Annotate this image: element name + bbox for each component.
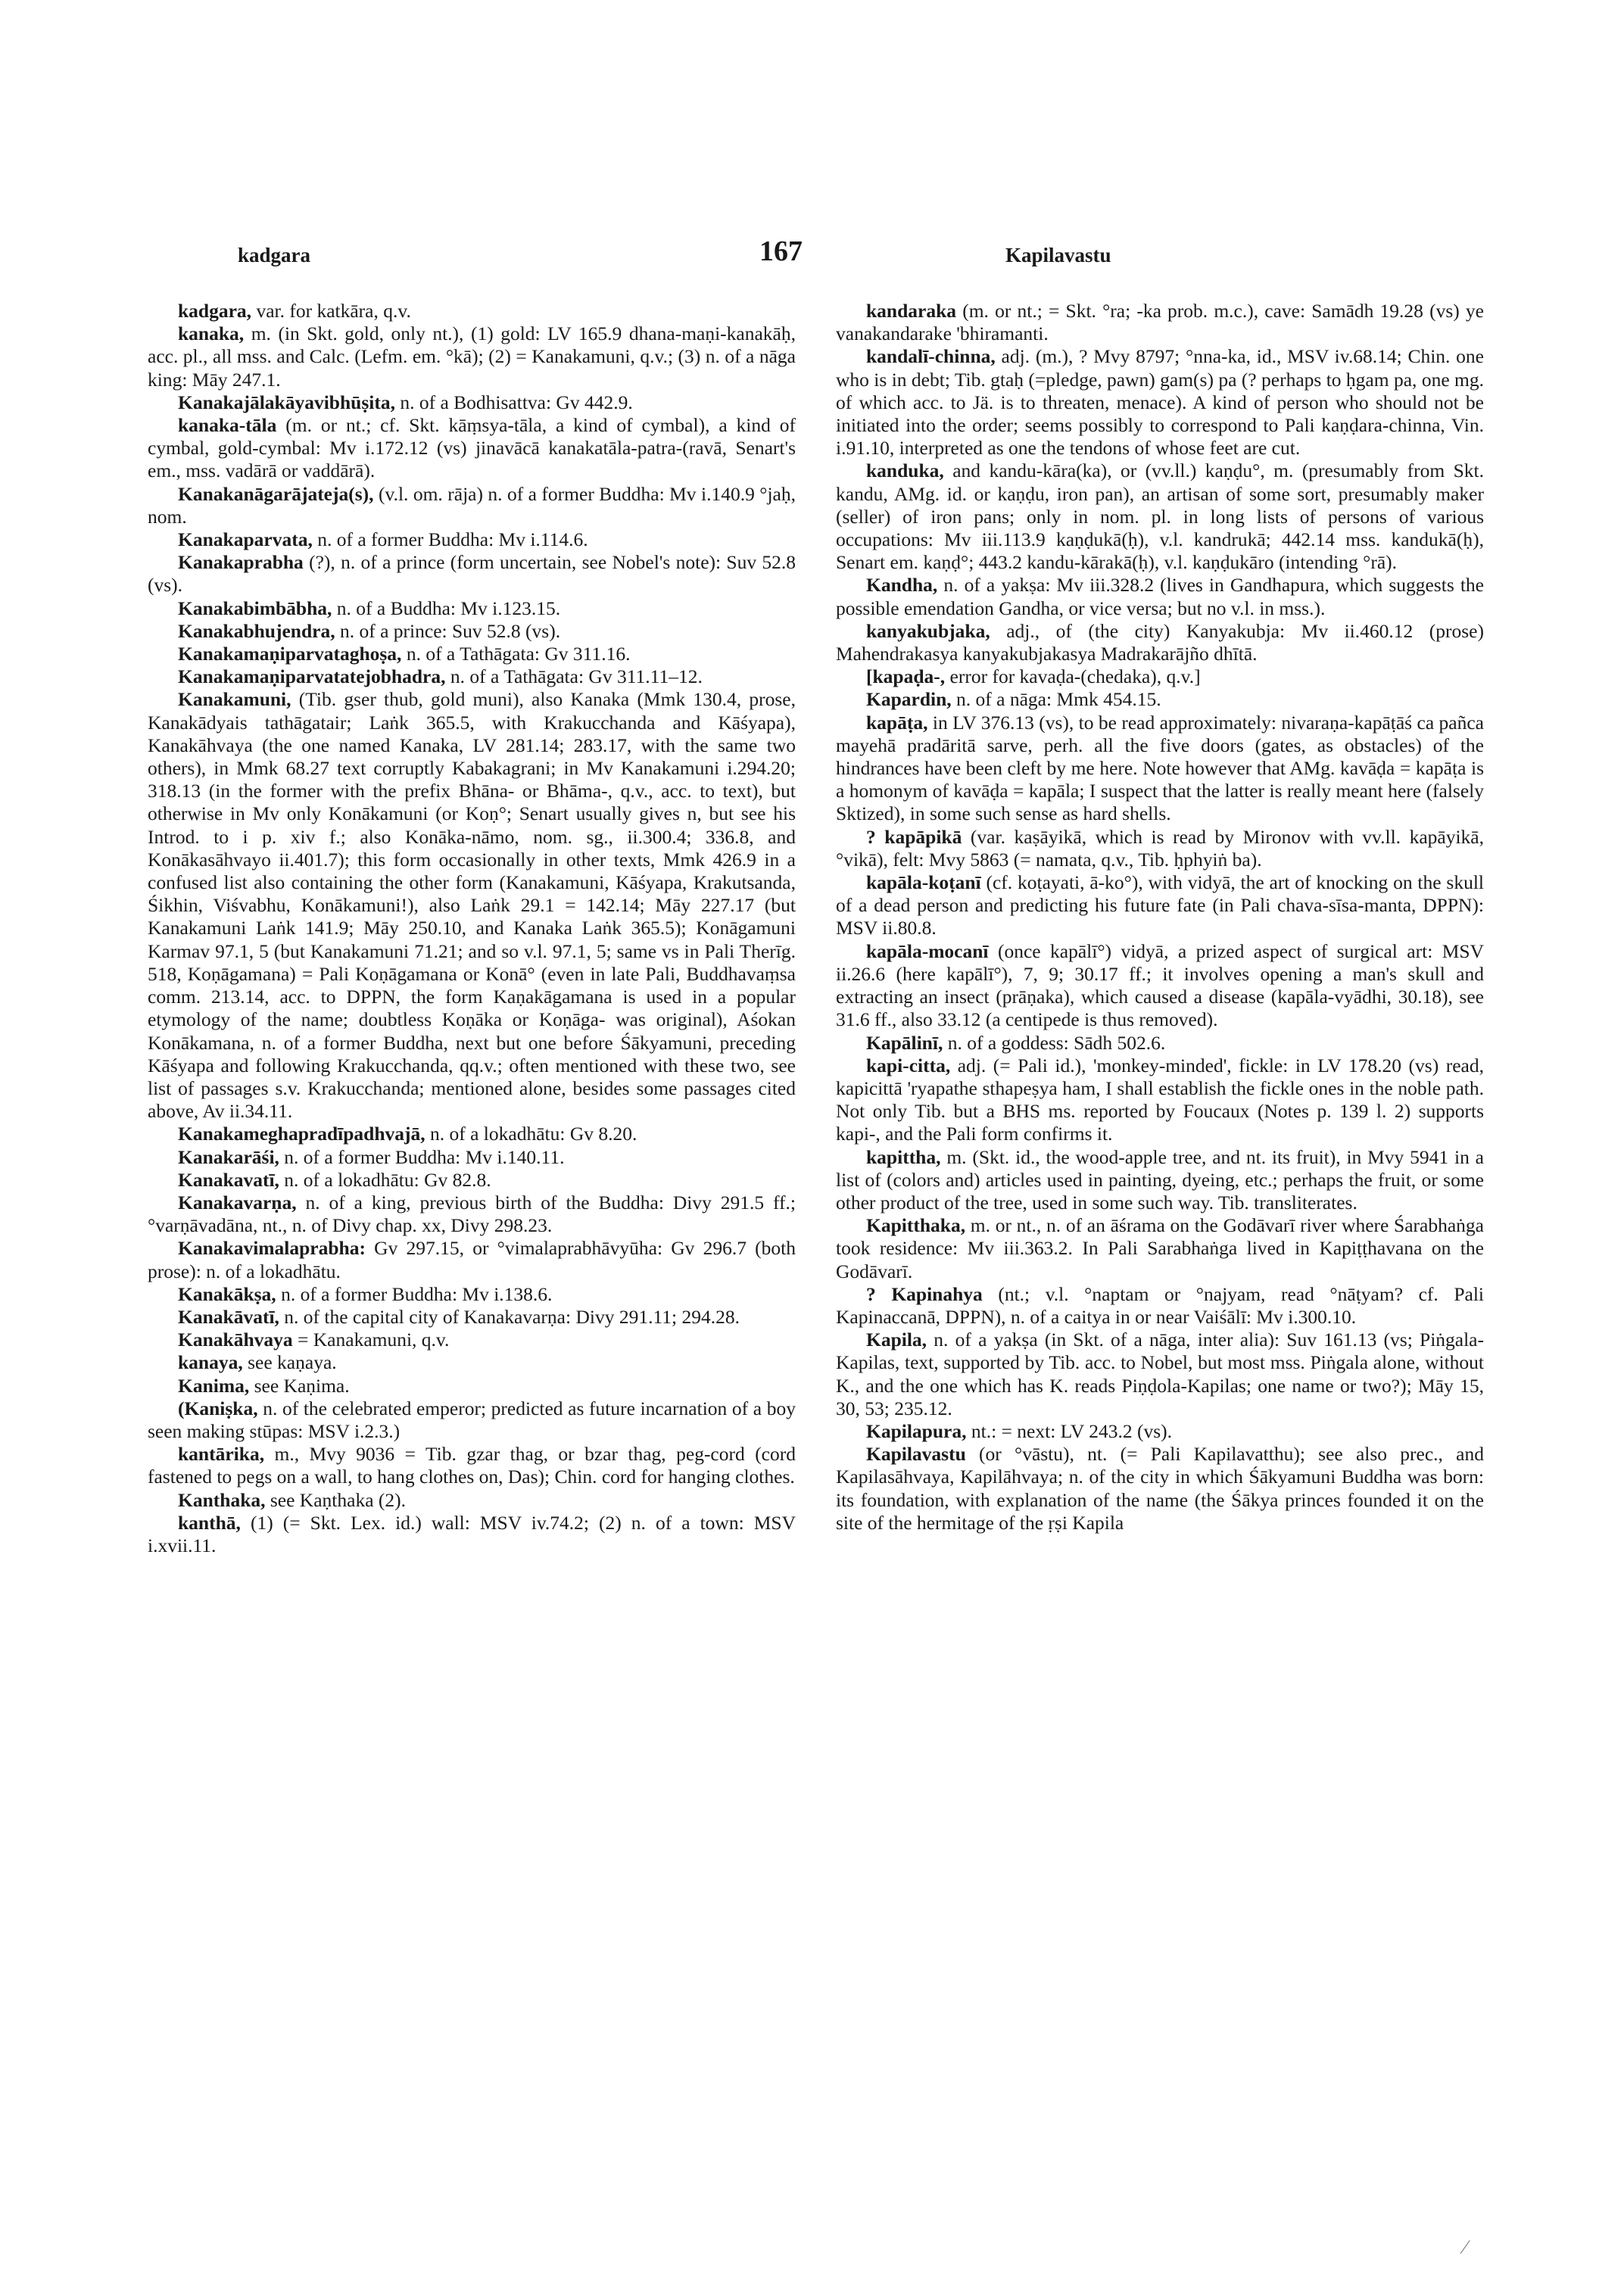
entry-headword: Kanakaprabha: [178, 551, 304, 574]
right-column-entry: [836, 345, 1484, 460]
entry-headword: kanaka,: [178, 322, 245, 345]
left-column-entry: [148, 551, 796, 597]
entry-definition: n. of a lokadhātu: Gv 8.20.: [425, 1123, 637, 1145]
entry-headword: Kanakavarṇa,: [178, 1191, 297, 1213]
entry-definition: adj., of (the city) Kanyakubja: Mv ii.460.12 (prose) Mahendrakasya kanyakubjakasya Madrakarājño dhītā.: [836, 619, 1484, 665]
entry-headword: Kanakākṣa,: [178, 1282, 276, 1305]
left-column-entry: [148, 391, 796, 414]
entry-definition: n. of a goddess: Sādh 502.6.: [943, 1031, 1166, 1054]
entry-definition: (var. kaṣāyikā, which is read by Mironov with vv.ll. kapāyikā, °vikā), felt: Mvy 5863 (= namata, q.v., Tib. ḥphyiṅ ba).: [836, 825, 1485, 871]
entry-headword: Kapila,: [866, 1329, 927, 1351]
right-column-entry: [836, 826, 1484, 871]
entry-definition: (cf. koṭayati, ā-ko°), with vidyā, the art of knocking on the skull of a dead person and predicting his future fate (in Pali chava-sīsa-manta, DPPN): MSV ii.80.8.: [836, 871, 1484, 939]
entry-headword: kanaka-tāla: [178, 414, 277, 437]
entry-headword: Kanakarāśi,: [178, 1145, 279, 1168]
right-column-entry: [836, 665, 1484, 688]
corner-pencil-mark: ⁄: [1463, 2236, 1467, 2258]
left-column-entry: [148, 483, 796, 528]
entry-definition: = Kanakamuni, q.v.: [292, 1329, 450, 1351]
right-column-entry: [836, 1443, 1484, 1534]
entry-headword: kanduka,: [866, 460, 944, 482]
left-column-entry: [148, 1375, 796, 1397]
entry-definition: adj. (m.), ? Mvy 8797; °nna-ka, id., MSV iv.68.14; Chin. one who is in debt; Tib. gtaḥ (=pledge, pawn) gam(s) pa (? perhaps to ḥgam pa, one mg. of which acc. to Jä. is to threaten, menace). A kind of person who should not be initiated into the order; seems possibly to correspond to Pali kaṇḍara-chinna, Vin. i.91.10, interpreted as one the tendons of whose feet are cut.: [836, 345, 1484, 460]
right-column-entry: [836, 1329, 1484, 1420]
entry-definition: n. of a prince: Suv 52.8 (vs).: [335, 619, 561, 642]
entry-definition: see Kaṇthaka (2).: [265, 1488, 406, 1511]
entry-definition: nt.: = next: LV 243.2 (vs).: [966, 1419, 1173, 1442]
left-column-entry: [148, 1192, 796, 1237]
right-column-entry: [836, 1420, 1484, 1443]
entry-headword: Kanakavimalaprabha:: [178, 1237, 366, 1260]
entry-headword: Kanakaparvata,: [178, 528, 313, 551]
entry-headword: Kanakāvatī,: [178, 1305, 279, 1328]
entry-definition: n. of a former Buddha: Mv i.138.6.: [276, 1282, 553, 1305]
right-column-entry: [836, 300, 1484, 345]
right-column-entry: [836, 1283, 1484, 1329]
left-column-entry: [148, 414, 796, 483]
entry-headword: (Kaniṣka,: [178, 1397, 258, 1419]
entry-definition: (Tib. gser thub, gold muni), also Kanaka (Mmk 130.4, prose, Kanakādyais tathāgatair; Laṅk 365.5, with Krakucchanda and Kāśyapa), Kanakāhvaya (the one named Kanaka, LV 281.14; 283.17, with the same two others), in Mmk 68.27 text corruptly Kabakagrani; in Mv Kanakamuni i.294.20; 318.13 (in the former with the prefix Bhāna- or Bhāma-, q.v., acc. to text), but otherwise in Mv only Konākamuni (or Koṇ°; Senart usually gives n, but see his Introd. to i p. xiv f.; also Konāka-nāmo, nom. sg., ii.300.4; 336.8, and Konākasāhvayo ii.401.7); this form occasionally in other texts, Mmk 426.9 in a confused list also containing the other form (Kanakamuni, Kāśyapa, Krakutsanda, Śikhin, Viśvabhu, Konākamuni!), also Laṅk 29.1 = 142.14; Māy 227.17 (but Kanakamuni Laṅk 141.9; Māy 250.10, and Kanaka Laṅk 365.5); Konāgamuni Karmav 97.1, 5 (but Kanakamuni 71.21; and so v.l. 97.1, 5; same vs in Pali Therīg. 518, Koṇāgamana) = Pali Koṇāgamana or Konā° (even in late Pali, Buddhavaṃsa comm. 213.14, acc. to DPPN, the form Kaṇakāgamana is used in a popular etymology of the name; doubtless Koṇāka or Koṇāga- was original), Aśokan Konākamana, n. of a former Buddha, next but one before Śākyamuni, preceding Kāśyapa and following Krakucchanda, qq.v.; often mentioned with these two, see list of passages s.v. Krakucchanda; mentioned alone, besides some passages cited above, Av ii.34.11.: [148, 688, 796, 1123]
left-column-entry: [148, 1512, 796, 1557]
entry-headword: ? Kapinahya: [866, 1282, 983, 1305]
entry-definition: m. or nt., n. of an āśrama on the Godāvarī river where Śarabhaṅga took residence: Mv iii.363.2. In Pali Sarabhaṅga lived in Kapiṭṭhavana on the Godāvarī.: [836, 1214, 1484, 1282]
right-column: [836, 300, 1484, 1534]
right-column-entry: [836, 1055, 1484, 1146]
entry-headword: Kanakavatī,: [178, 1168, 279, 1191]
entry-headword: kandalī-chinna,: [866, 345, 996, 368]
entry-headword: kapi-citta,: [866, 1054, 951, 1076]
left-column-entry: [148, 1397, 796, 1443]
entry-definition: m. (Skt. id., the wood-apple tree, and nt. its fruit), in Mvy 5941 in a list of (colors and) articles used in painting, dyeing, etc.; perhaps the fruit, or some other product of the tree, used in some such way. Tib. transliterates.: [836, 1145, 1484, 1213]
left-column-entry: [148, 1443, 796, 1488]
left-column-entry: [148, 620, 796, 643]
entry-headword: Kanakanāgarājateja(s),: [178, 482, 374, 505]
entry-definition: n. of the celebrated emperor; predicted as future incarnation of a boy seen making stūpas: MSV i.2.3.): [148, 1397, 796, 1442]
left-column-entry: [148, 300, 796, 322]
entry-headword: Kanakameghapradīpadhvajā,: [178, 1123, 425, 1145]
entry-definition: (m. or nt.; cf. Skt. kāṃsya-tāla, a kind of cymbal), a kind of cymbal, gold-cymbal: Mv i.172.12 (vs) jinavācā kanakatāla-patra-(ravā, Senart's em., mss. vadārā or vaddārā).: [148, 414, 796, 482]
right-column-entry: [836, 1032, 1484, 1055]
entry-headword: kanaya,: [178, 1351, 243, 1374]
left-column-entry: [148, 1283, 796, 1306]
right-column-entry: [836, 620, 1484, 665]
left-column-entry: [148, 1169, 796, 1192]
entry-definition: (v.l. om. rāja) n. of a former Buddha: Mv i.140.9 °jaḥ, nom.: [148, 482, 796, 528]
right-column-entry: [836, 688, 1484, 711]
entry-headword: kapāla-koṭanī: [866, 871, 981, 894]
left-column-entry: [148, 1351, 796, 1374]
entry-definition: n. of a nāga: Mmk 454.15.: [951, 688, 1161, 711]
left-column-entry: [148, 665, 796, 688]
entry-definition: n. of a Tathāgata: Gv 311.11–12.: [445, 665, 703, 688]
entry-headword: kapittha,: [866, 1145, 941, 1168]
entry-definition: n. of a yakṣa (in Skt. of a nāga, inter alia): Suv 161.13 (vs; Piṅgala-Kapilas, text, supported by Tib. acc. to Nobel, but most mss. Piṅgala alone, without K., and the one which has K. reads Piṇḍola-Kapilas; one name or two?); Māy 15, 30, 53; 235.12.: [836, 1329, 1484, 1419]
left-column-entry: [148, 643, 796, 665]
entry-definition: (m. or nt.; = Skt. °ra; -ka prob. m.c.), cave: Samādh 19.28 (vs) ye vanakandarake 'bhiramanti.: [836, 300, 1484, 345]
page-number: 167: [759, 235, 803, 267]
entry-headword: Kanakabimbābha,: [178, 597, 332, 619]
running-head-left: kadgara: [238, 244, 311, 266]
entry-headword: Kanima,: [178, 1374, 250, 1397]
entry-definition: see kaṇaya.: [242, 1351, 337, 1374]
entry-definition: n. of a former Buddha: Mv i.114.6.: [312, 528, 588, 551]
entry-definition: (1) (= Skt. Lex. id.) wall: MSV iv.74.2; (2) n. of a town: MSV i.xvii.11.: [148, 1511, 796, 1556]
entry-definition: Gv 297.15, or °vimalaprabhāvyūha: Gv 296.7 (both prose): n. of a lokadhātu.: [148, 1237, 796, 1282]
entry-definition: error for kavaḍa-(chedaka), q.v.]: [945, 665, 1201, 688]
entry-headword: kantārika,: [178, 1443, 265, 1466]
left-column-entry: [148, 1489, 796, 1512]
entry-headword: Kapilapura,: [866, 1419, 967, 1442]
entry-headword: Kapitthaka,: [866, 1214, 966, 1237]
entry-headword: kanyakubjaka,: [866, 619, 990, 642]
entry-definition: n. of the capital city of Kanakavarṇa: Divy 291.11; 294.28.: [279, 1305, 740, 1328]
left-column-entry: [148, 1146, 796, 1169]
right-column-entry: [836, 1214, 1484, 1283]
entry-headword: [kapaḍa-,: [866, 665, 946, 688]
entry-definition: (once kapālī°) vidyā, a prized aspect of surgical art: MSV ii.26.6 (here kapālī°), 7, 9; 30.17 ff.; it involves opening a man's skull and extracting an insect (prāṇaka), which caused a disease (kapāla-vyādhi, 30.18), see 31.6 ff., also 33.12 (a centipede is thus removed).: [836, 939, 1484, 1031]
entry-headword: Kanakamuni,: [178, 688, 291, 711]
left-column-entry: [148, 322, 796, 391]
left-column-entry: [148, 597, 796, 620]
entry-definition: in LV 376.13 (vs), to be read approximately: nivaraṇa-kapāṭāś ca pañca mayehā pradāritā sarve, perh. all the five doors (gates, as obstacles) of the hindrances have been cleft by me here. Note however that AMg. kavāḍa = kapāṭa is a homonym of kavāḍa = kapāla; I suspect that the latter is really meant here (falsely Sktized), in some such sense as hard shells.: [836, 711, 1484, 825]
right-column-entry: [836, 712, 1484, 826]
entry-definition: m., Mvy 9036 = Tib. gzar thag, or bzar thag, peg-cord (cord fastened to pegs on a wall, to hang clothes on, Das); Chin. cord for hanging clothes.: [148, 1443, 796, 1488]
entry-definition: n. of a Tathāgata: Gv 311.16.: [401, 643, 631, 665]
entry-headword: Kapilavastu: [866, 1443, 966, 1466]
entry-definition: m. (in Skt. gold, only nt.), (1) gold: LV 165.9 dhana-maṇi-kanakāḥ, acc. pl., all mss. and Calc. (Lefm. em. °kā); (2) = Kanakamuni, q.v.; (3) n. of a nāga king: Māy 247.1.: [148, 322, 796, 391]
entry-definition: n. of a yakṣa: Mv iii.328.2 (lives in Gandhapura, which suggests the possible emendation Gandha, or vice versa; but no v.l. in mss.).: [836, 574, 1484, 619]
entry-headword: Kanakamaṇiparvatatejobhadra,: [178, 665, 446, 688]
entry-headword: Kanakajālakāyavibhūṣita,: [178, 391, 395, 413]
left-column-entry: [148, 1329, 796, 1351]
entry-definition: var. for katkāra, q.v.: [251, 300, 411, 322]
right-column-entry: [836, 574, 1484, 619]
right-column-entry: [836, 871, 1484, 940]
entry-definition: n. of a lokadhātu: Gv 82.8.: [279, 1168, 491, 1191]
right-column-entry: [836, 940, 1484, 1032]
entry-definition: n. of a Bodhisattva: Gv 442.9.: [394, 391, 633, 413]
entry-headword: kapāla-mocanī: [866, 939, 989, 962]
entry-definition: see Kaṇima.: [249, 1374, 350, 1397]
entry-headword: kanthā,: [178, 1511, 241, 1534]
entry-headword: kandaraka: [866, 300, 957, 322]
entry-headword: Kandha,: [866, 574, 938, 597]
entry-definition: (?), n. of a prince (form uncertain, see Nobel's note): Suv 52.8 (vs).: [148, 551, 796, 597]
entry-definition: n. of a king, previous birth of the Buddha: Divy 291.5 ff.; °varṇāvadāna, nt., n. of Divy chap. xx, Divy 298.23.: [148, 1191, 796, 1237]
left-column-entry: [148, 1237, 796, 1282]
entry-headword: kadgara,: [178, 300, 252, 322]
entry-definition: n. of a Buddha: Mv i.123.15.: [332, 597, 561, 619]
entry-headword: Kapālinī,: [866, 1031, 943, 1054]
entry-headword: ? kapāpikā: [866, 825, 962, 848]
entry-definition: n. of a former Buddha: Mv i.140.11.: [279, 1145, 565, 1168]
left-column-entry: [148, 688, 796, 1123]
left-column: [148, 300, 796, 1557]
left-column-entry: [148, 528, 796, 551]
entry-headword: kapāṭa,: [866, 711, 928, 734]
right-column-entry: [836, 1146, 1484, 1215]
entry-definition: (or °vāstu), nt. (= Pali Kapilavatthu); see also prec., and Kapilasāhvaya, Kapilāhvaya; n. of the city in which Śākyamuni Buddha was born: its foundation, with explanation of the name (the Śākya princes founded it on the site of the hermitage of the ṛṣi Kapila: [836, 1443, 1484, 1534]
entry-definition: (nt.; v.l. °naptam or °najyam, read °nāṭyam? cf. Pali Kapinaccanā, DPPN), n. of a caitya in or near Vaiśālī: Mv i.300.10.: [836, 1282, 1484, 1328]
left-column-entry: [148, 1306, 796, 1329]
left-column-entry: [148, 1123, 796, 1145]
entry-headword: Kanthaka,: [178, 1488, 266, 1511]
entry-definition: adj. (= Pali id.), 'monkey-minded', fickle: in LV 178.20 (vs) read, kapicittā 'ryapathe sthapeṣya ham, I shall establish the fickle ones in the noble path. Not only Tib. but a BHS ms. reported by Foucaux (Notes p. 139 l. 2) supports kapi-, and the Pali form confirms it.: [836, 1054, 1484, 1145]
entry-headword: Kanakamaṇiparvataghoṣa,: [178, 643, 402, 665]
running-head-right: Kapilavastu: [1005, 244, 1111, 266]
entry-headword: Kanakabhujendra,: [178, 619, 335, 642]
entry-definition: and kandu-kāra(ka), or (vv.ll.) kaṇḍu°, m. (presumably from Skt. kandu, AMg. id. or kaṇḍu, iron pan), an artisan of some sort, presumably maker (seller) of iron pans; only in nom. pl. in long lists of persons of various occupations: Mv iii.113.9 kaṇḍukā(ḥ), v.l. kandrukā; 442.14 mss. kandukā(ḥ), Senart em. kaṇḍ°; 443.2 kandu-kārakā(ḥ), v.l. kaṇḍukāro (intending °rā).: [836, 460, 1484, 574]
entry-headword: Kapardin,: [866, 688, 952, 711]
entry-headword: Kanakāhvaya: [178, 1329, 293, 1351]
right-column-entry: [836, 460, 1484, 574]
